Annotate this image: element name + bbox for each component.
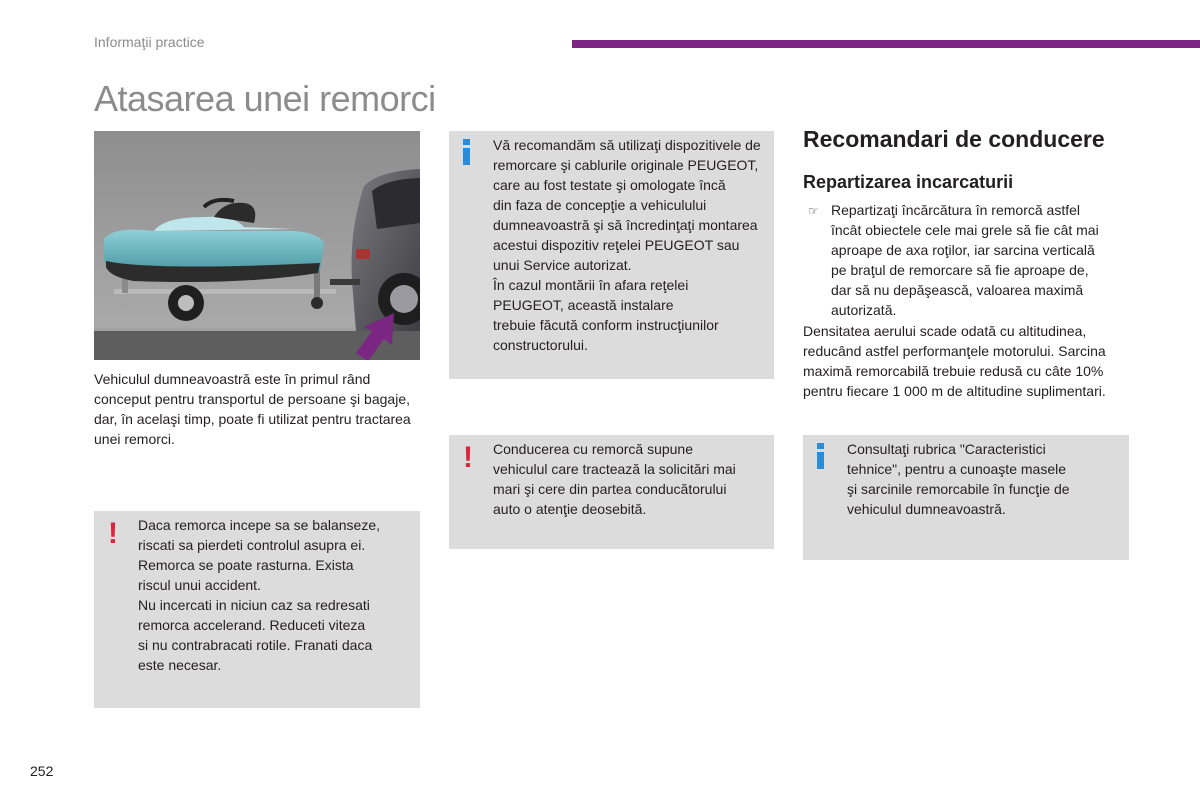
- header-accent-bar: [572, 40, 1200, 48]
- text-line: care au fost testate şi omologate încă: [493, 177, 726, 193]
- text-line: trebuie făcută conform instrucţiunilor: [493, 317, 719, 333]
- text-line: PEUGEOT, această instalare: [493, 297, 674, 313]
- info-icon: [817, 443, 825, 467]
- altitude-paragraph: [803, 321, 1133, 401]
- text-line: Densitatea aerului scade odată cu altitudinea,: [803, 323, 1087, 339]
- text-line: reducând astfel performanţele motorului. Sarcina: [803, 343, 1106, 359]
- info-text: [493, 135, 768, 355]
- text-line: aproape de axa roţilor, iar sarcina verticală: [831, 242, 1095, 258]
- info-icon: [463, 139, 471, 163]
- text-line: Nu incercati in niciun caz sa redresati: [138, 597, 370, 613]
- text-line: Vă recomandăm să utilizaţi dispozitivele de: [493, 137, 761, 153]
- pointing-hand-icon: ☞: [808, 204, 819, 218]
- text-line: Repartizaţi încărcătura în remorcă astfel: [831, 202, 1080, 218]
- text-line: este necesar.: [138, 657, 222, 673]
- text-line: si nu contrabracati rotile. Franati daca: [138, 637, 373, 653]
- text-line: Consultaţi rubrica "Caracteristici: [847, 441, 1046, 457]
- text-line: auto o atenţie deosebită.: [493, 501, 647, 517]
- text-line: vehiculul dumneavoastră.: [847, 501, 1006, 517]
- warning-box-balancing: [94, 511, 420, 708]
- text-line: unui Service autorizat.: [493, 257, 632, 273]
- towing-illustration: [94, 131, 420, 360]
- warning-text: [138, 515, 414, 675]
- text-line: dar să nu depăşească, valoarea maximă: [831, 282, 1084, 298]
- text-line: mari şi cere din partea conducătorului: [493, 481, 727, 497]
- load-subheading: Repartizarea incarcaturii: [803, 172, 1014, 192]
- text-line: Conducerea cu remorcă supune: [493, 441, 694, 457]
- text-line: din faza de concepţie a vehiculului: [493, 197, 707, 213]
- text-line: şi sarcinile remorcabile în funcţie de: [847, 481, 1070, 497]
- warning-text: [493, 439, 768, 519]
- exclamation-icon: !: [108, 517, 118, 550]
- text-line: încât obiectele cele mai grele să fie cât mai: [831, 222, 1099, 238]
- text-line: riscul unui accident.: [138, 577, 261, 593]
- info-box-original-equipment: [449, 131, 774, 379]
- exclamation-icon: !: [463, 441, 473, 474]
- text-line: remorca accelerand. Reduceti viteza: [138, 617, 366, 633]
- bullet-text: [831, 200, 1131, 320]
- page-title: Atasarea unei remorci: [94, 78, 436, 119]
- page-number: 252: [30, 763, 54, 779]
- text-line: acestui dispozitiv reţelei PEUGEOT sau: [493, 237, 740, 253]
- text-line: tehnice", pentru a cunoaşte masele: [847, 461, 1066, 477]
- text-line: pentru fiecare 1 000 m de altitudine suplimentari.: [803, 383, 1106, 399]
- intro-paragraph: Vehiculul dumneavoastră este în primul rând conceput pentru transportul de persoane şi bagaje, dar, în acelaşi timp, poate fi utilizat pentru tractarea unei remorci.: [94, 371, 411, 447]
- text-line: riscati sa pierdeti controlul asupra ei.: [138, 537, 366, 553]
- text-line: Remorca se poate rasturna. Exista: [138, 557, 354, 573]
- info-box-characteristics: [803, 435, 1129, 560]
- text-line: În cazul montării în afara reţelei: [493, 277, 689, 293]
- driving-heading: Recomandari de conducere: [803, 126, 1105, 152]
- text-line: dumneavoastră şi să încredinţaţi montarea: [493, 217, 758, 233]
- text-line: pe braţul de remorcare să fie aproape de,: [831, 262, 1089, 278]
- text-line: remorcare şi cablurile originale PEUGEOT,: [493, 157, 759, 173]
- text-line: maximă remorcabilă trebuie redusă cu câte 10%: [803, 363, 1104, 379]
- text-line: Daca remorca incepe sa se balanseze,: [138, 517, 381, 533]
- text-line: vehiculul care tractează la solicitări mai: [493, 461, 736, 477]
- text-line: constructorului.: [493, 337, 588, 353]
- info-text: [847, 439, 1123, 519]
- section-label: Informaţii practice: [94, 34, 205, 50]
- warning-box-driving: [449, 435, 774, 549]
- text-line: autorizată.: [831, 302, 897, 318]
